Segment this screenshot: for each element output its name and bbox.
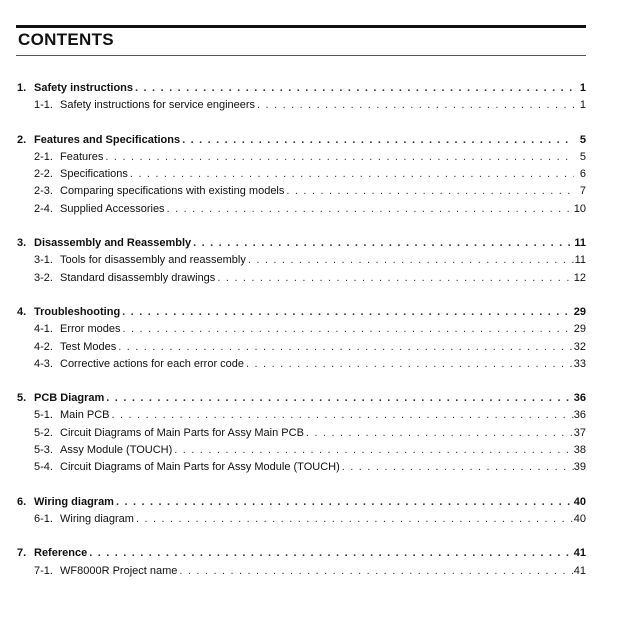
entry-label-wrap <box>34 235 574 252</box>
toc-subsection-entry[interactable] <box>0 563 620 580</box>
dot-leader <box>246 356 574 373</box>
entry-number: 7. <box>17 547 27 560</box>
dot-leader <box>248 252 574 269</box>
entry-label: Specifications <box>60 168 128 181</box>
entry-label-wrap <box>60 97 574 114</box>
toc-section-heading[interactable] <box>0 494 620 511</box>
entry-label: Comparing specifications with existing models <box>60 185 285 198</box>
toc-subsection-entry[interactable] <box>0 201 620 218</box>
entry-page-number: 36 <box>573 409 586 422</box>
toc-section <box>0 80 620 115</box>
entry-page-number: 37 <box>573 426 586 439</box>
entry-number: 3-1. <box>34 254 53 267</box>
entry-number: 3-2. <box>34 271 53 284</box>
entry-number: 6. <box>17 495 27 508</box>
entry-label-wrap <box>60 407 574 424</box>
dot-leader <box>174 442 574 459</box>
dot-leader <box>116 494 574 511</box>
toc-section-heading[interactable] <box>0 132 620 149</box>
toc-section <box>0 390 620 476</box>
entry-number: 5-4. <box>34 461 53 474</box>
entry-page-number: 32 <box>573 340 586 353</box>
dot-leader <box>123 321 574 338</box>
entry-page-number: 41 <box>573 564 586 577</box>
entry-label: Tools for disassembly and reassembly <box>60 254 246 267</box>
entry-page-number: 1 <box>579 99 586 112</box>
entry-page-number: 38 <box>573 444 586 457</box>
entry-number: 2-2. <box>34 168 53 181</box>
entry-number: 7-1. <box>34 564 53 577</box>
dot-leader <box>179 563 574 580</box>
entry-label: Test Modes <box>60 340 117 353</box>
dot-leader <box>118 339 574 356</box>
entry-number: 5-3. <box>34 444 53 457</box>
dot-leader <box>106 390 574 407</box>
toc-section <box>0 304 620 373</box>
toc-section-heading[interactable] <box>0 304 620 321</box>
entry-label: Troubleshooting <box>34 305 121 318</box>
entry-number: 4-3. <box>34 357 53 370</box>
entry-number: 2-1. <box>34 150 53 163</box>
entry-label-wrap <box>60 339 574 356</box>
entry-label: Safety instructions <box>34 82 134 94</box>
dot-leader <box>306 425 574 442</box>
entry-label-wrap <box>60 270 574 287</box>
page-title: CONTENTS <box>18 30 114 49</box>
top-rule <box>16 25 586 28</box>
entry-page-number: 6 <box>579 168 586 181</box>
toc-section-heading[interactable] <box>0 545 620 562</box>
toc-subsection-entry[interactable] <box>0 459 620 476</box>
entry-label: Features <box>60 150 104 163</box>
entry-page-number: 7 <box>579 185 586 198</box>
entry-number: 4-2. <box>34 340 53 353</box>
toc-subsection-entry[interactable] <box>0 442 620 459</box>
entry-label: Circuit Diagrams of Main Parts for Assy Module (TOUCH) <box>60 461 340 474</box>
entry-page-number: 33 <box>573 357 586 370</box>
title-divider <box>16 55 586 56</box>
toc-subsection-entry[interactable] <box>0 97 620 114</box>
entry-label-wrap <box>60 563 574 580</box>
dot-leader <box>342 459 574 476</box>
dot-leader <box>193 235 574 252</box>
dot-leader <box>167 201 574 218</box>
entry-page-number: 40 <box>573 512 586 525</box>
dot-leader <box>135 80 574 97</box>
entry-label-wrap <box>60 511 574 528</box>
entry-label: Main PCB <box>60 409 110 422</box>
entry-label-wrap <box>60 183 574 200</box>
entry-page-number: 5 <box>579 150 586 163</box>
entry-label-wrap <box>60 442 574 459</box>
toc-subsection-entry[interactable] <box>0 425 620 442</box>
entry-label: Features and Specifications <box>34 133 181 146</box>
dot-leader <box>122 304 574 321</box>
entry-number: 6-1. <box>34 512 53 525</box>
dot-leader <box>130 166 574 183</box>
toc-subsection-entry[interactable] <box>0 339 620 356</box>
entry-label: Circuit Diagrams of Main Parts for Assy Main PCB <box>60 426 304 439</box>
toc-section <box>0 132 620 218</box>
entry-label: Error modes <box>60 323 121 336</box>
entry-page-number: 36 <box>573 392 586 405</box>
entry-number: 4. <box>17 305 27 318</box>
entry-label-wrap <box>34 545 574 562</box>
entry-page-number: 11 <box>574 237 586 250</box>
toc-subsection-entry[interactable] <box>0 149 620 166</box>
entry-label: Wiring diagram <box>34 495 114 508</box>
entry-label: Supplied Accessories <box>60 202 165 215</box>
entry-page-number: 29 <box>573 305 586 318</box>
toc-section-heading[interactable] <box>0 80 620 97</box>
entry-label-wrap <box>60 252 574 269</box>
toc-section-heading[interactable] <box>0 235 620 252</box>
entry-number: 5. <box>17 392 27 405</box>
entry-page-number: 29 <box>573 323 586 336</box>
entry-page-number: 39 <box>573 461 586 474</box>
dot-leader <box>105 149 574 166</box>
entry-label: Disassembly and Reassembly <box>34 237 192 250</box>
entry-number: 1. <box>17 82 27 94</box>
toc-subsection-entry[interactable] <box>0 356 620 373</box>
dot-leader <box>182 132 574 149</box>
entry-label: WF8000R Project name <box>60 564 178 577</box>
entry-number: 3. <box>17 237 27 250</box>
entry-label-wrap <box>34 304 574 321</box>
entry-label-wrap <box>34 390 574 407</box>
entry-number: 1-1. <box>34 99 53 112</box>
entry-label-wrap <box>60 425 574 442</box>
dot-leader <box>286 183 574 200</box>
entry-number: 4-1. <box>34 323 53 336</box>
entry-label-wrap <box>34 80 574 97</box>
entry-label-wrap <box>60 321 574 338</box>
toc-subsection-entry[interactable] <box>0 183 620 200</box>
entry-label-wrap <box>60 459 574 476</box>
entry-page-number: 10 <box>573 202 586 215</box>
toc-subsection-entry[interactable] <box>0 407 620 424</box>
entry-label: Assy Module (TOUCH) <box>60 444 173 457</box>
dot-leader <box>89 545 574 562</box>
toc-section <box>0 494 620 529</box>
entry-label-wrap <box>60 201 574 218</box>
entry-label: Reference <box>34 547 88 560</box>
toc-section <box>0 235 620 287</box>
entry-label: Standard disassembly drawings <box>60 271 216 284</box>
entry-number: 5-1. <box>34 409 53 422</box>
entry-page-number: 12 <box>573 271 586 284</box>
toc-subsection-entry[interactable] <box>0 321 620 338</box>
entry-label: Safety instructions for service engineers <box>60 99 256 112</box>
toc-subsection-entry[interactable] <box>0 252 620 269</box>
entry-page-number: 11 <box>574 254 586 267</box>
toc-subsection-entry[interactable] <box>0 270 620 287</box>
toc-section-heading[interactable] <box>0 390 620 407</box>
toc-subsection-entry[interactable] <box>0 511 620 528</box>
entry-page-number: 1 <box>579 82 586 94</box>
entry-number: 2-3. <box>34 185 53 198</box>
entry-page-number: 40 <box>573 495 586 508</box>
entry-label-wrap <box>60 356 574 373</box>
entry-label-wrap <box>60 166 574 183</box>
dot-leader <box>217 270 574 287</box>
dot-leader <box>136 511 574 528</box>
entry-page-number: 41 <box>573 547 586 560</box>
entry-number: 2. <box>17 133 27 146</box>
dot-leader <box>257 97 574 114</box>
table-of-contents <box>0 80 620 597</box>
entry-number: 2-4. <box>34 202 53 215</box>
toc-subsection-entry[interactable] <box>0 166 620 183</box>
dot-leader <box>112 407 574 424</box>
entry-label: PCB Diagram <box>34 392 105 405</box>
entry-label-wrap <box>34 132 574 149</box>
entry-label-wrap <box>60 149 574 166</box>
entry-label: Wiring diagram <box>60 512 134 525</box>
entry-number: 5-2. <box>34 426 53 439</box>
entry-page-number: 5 <box>579 133 586 146</box>
toc-section <box>0 545 620 580</box>
entry-label: Corrective actions for each error code <box>60 357 245 370</box>
entry-label-wrap <box>34 494 574 511</box>
